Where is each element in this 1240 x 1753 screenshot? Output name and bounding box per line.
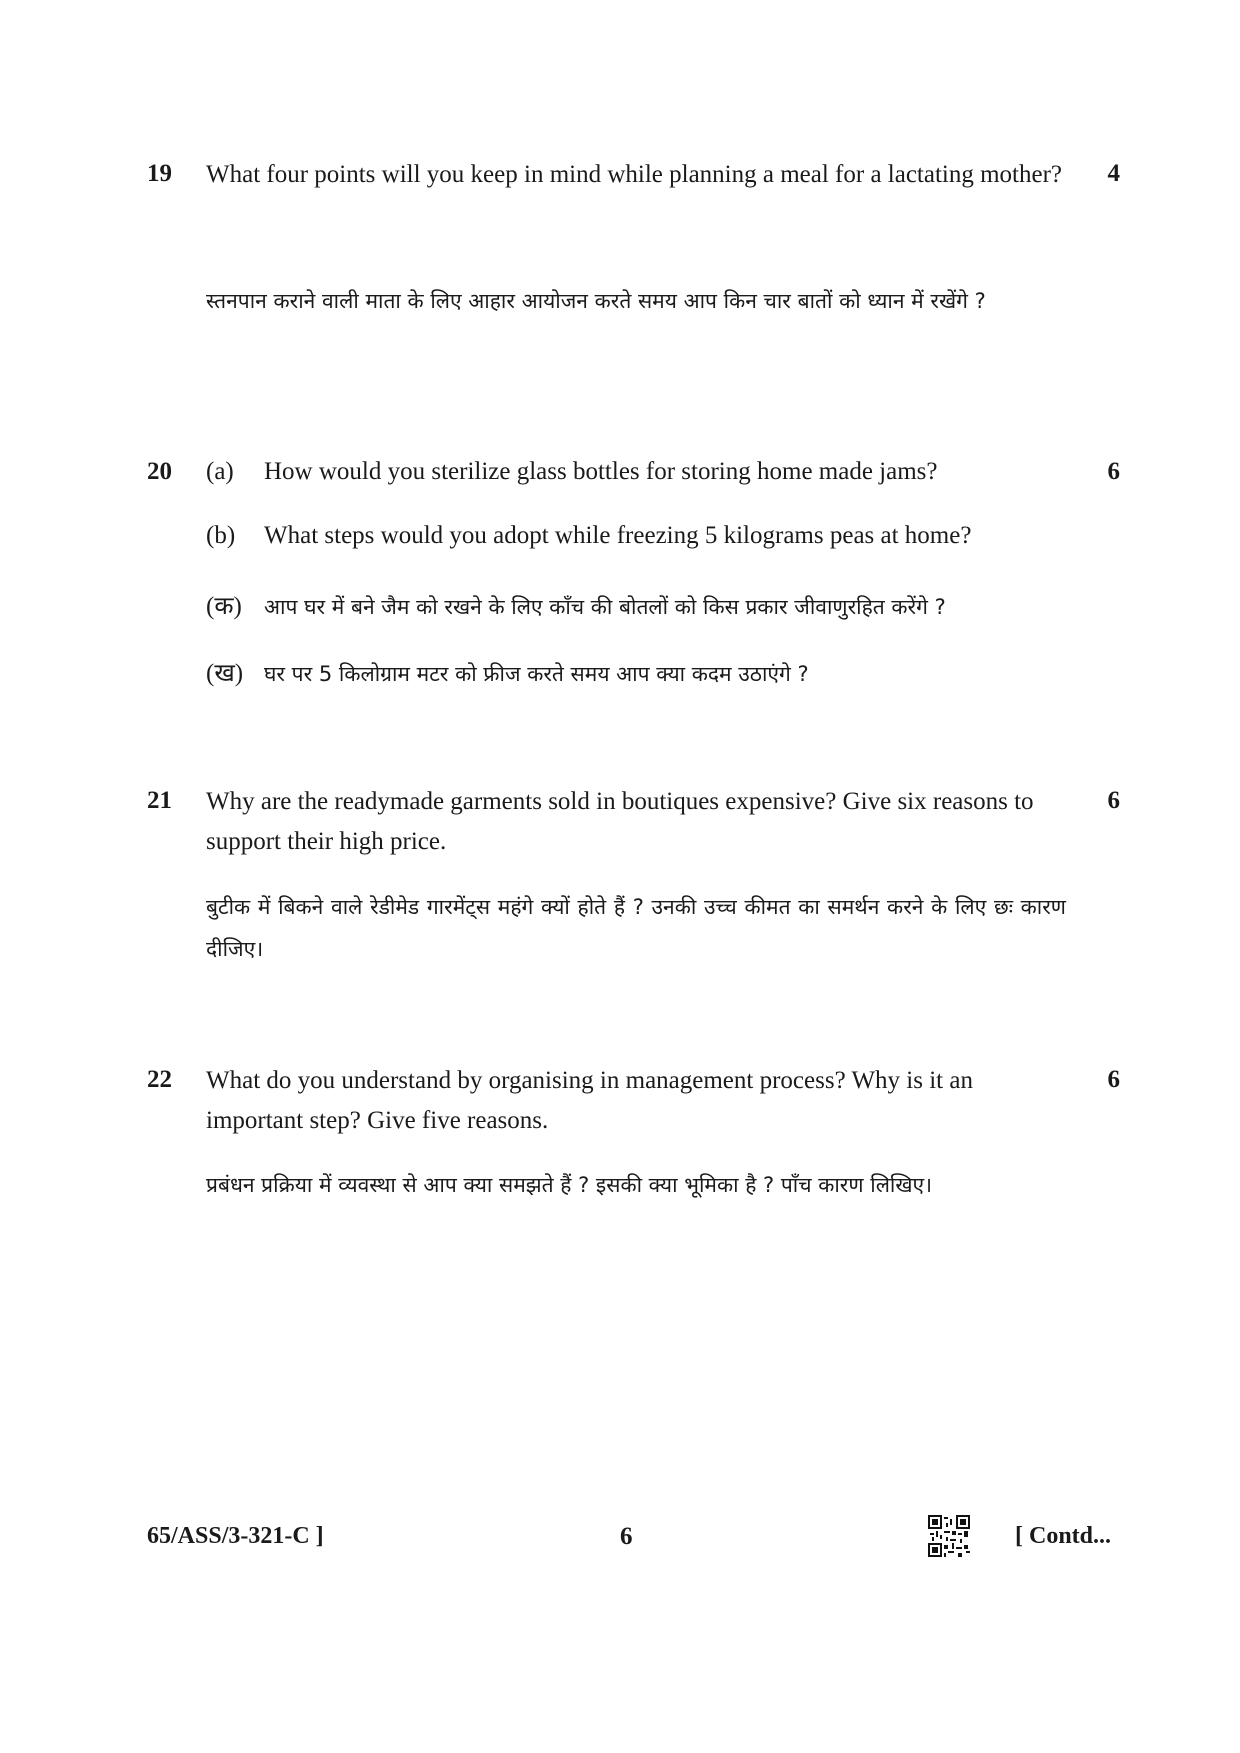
continued-label: [ Contd... — [1015, 1523, 1112, 1549]
sub-question-label: (a) — [206, 458, 234, 485]
paper-code: 65/ASS/3-321-C ] — [147, 1523, 324, 1549]
sub-question-label: (क) — [206, 593, 242, 620]
qr-code-icon — [928, 1515, 970, 1557]
question-marks: 4 — [1107, 160, 1120, 187]
question-marks: 6 — [1107, 1066, 1120, 1093]
sub-question-label: (b) — [206, 522, 236, 549]
sub-question-a — [206, 458, 1086, 486]
question-text-english: Why are the readymade garments sold in boutiques expensive? Give six reasons to support their high price. — [206, 788, 1034, 855]
question-number: 22 — [147, 1066, 172, 1093]
question-number: 20 — [147, 458, 172, 485]
page-number: 6 — [620, 1523, 633, 1550]
question-text-hindi: बुटीक में बिकने वाले रेडीमेड गारमेंट्स महंगे क्यों होते हैं ? उनकी उच्च कीमत का समर्थन करने के लिए छः कारण दीजिए। — [206, 895, 1066, 961]
sub-question-text: What steps would you adopt while freezing 5 kilograms peas at home? — [264, 522, 972, 549]
question-text-hindi: स्तनपान कराने वाली माता के लिए आहार आयोजन करते समय आप किन चार बातों को ध्यान में रखेंगे ? — [206, 289, 986, 313]
question-number: 21 — [147, 787, 172, 814]
sub-question-text: घर पर 5 किलोग्राम मटर को फ्रीज करते समय आप क्या कदम उठाएंगे ? — [264, 662, 809, 686]
sub-question-text: How would you sterilize glass bottles for storing home made jams? — [264, 458, 938, 485]
sub-question-text: आप घर में बने जैम को रखने के लिए काँच की बोतलों को किस प्रकार जीवाणुरहित करेंगे ? — [264, 595, 946, 619]
question-text-hindi: प्रबंधन प्रक्रिया में व्यवस्था से आप क्या समझते हैं ? इसकी क्या भूमिका है ? पाँच कारण लिखिए। — [206, 1173, 933, 1197]
sub-question-label: (ख) — [206, 660, 244, 687]
question-number: 19 — [147, 160, 172, 187]
question-marks: 6 — [1107, 787, 1120, 814]
question-marks: 6 — [1107, 458, 1120, 485]
sub-question-kha — [206, 655, 1086, 689]
sub-question-b — [206, 522, 1086, 550]
question-text-english: What four points will you keep in mind while planning a meal for a lactating mother? — [206, 161, 1063, 188]
question-text-english: What do you understand by organising in management process? Why is it an important step? Give five reasons. — [206, 1067, 973, 1134]
sub-question-ka — [206, 588, 1086, 622]
